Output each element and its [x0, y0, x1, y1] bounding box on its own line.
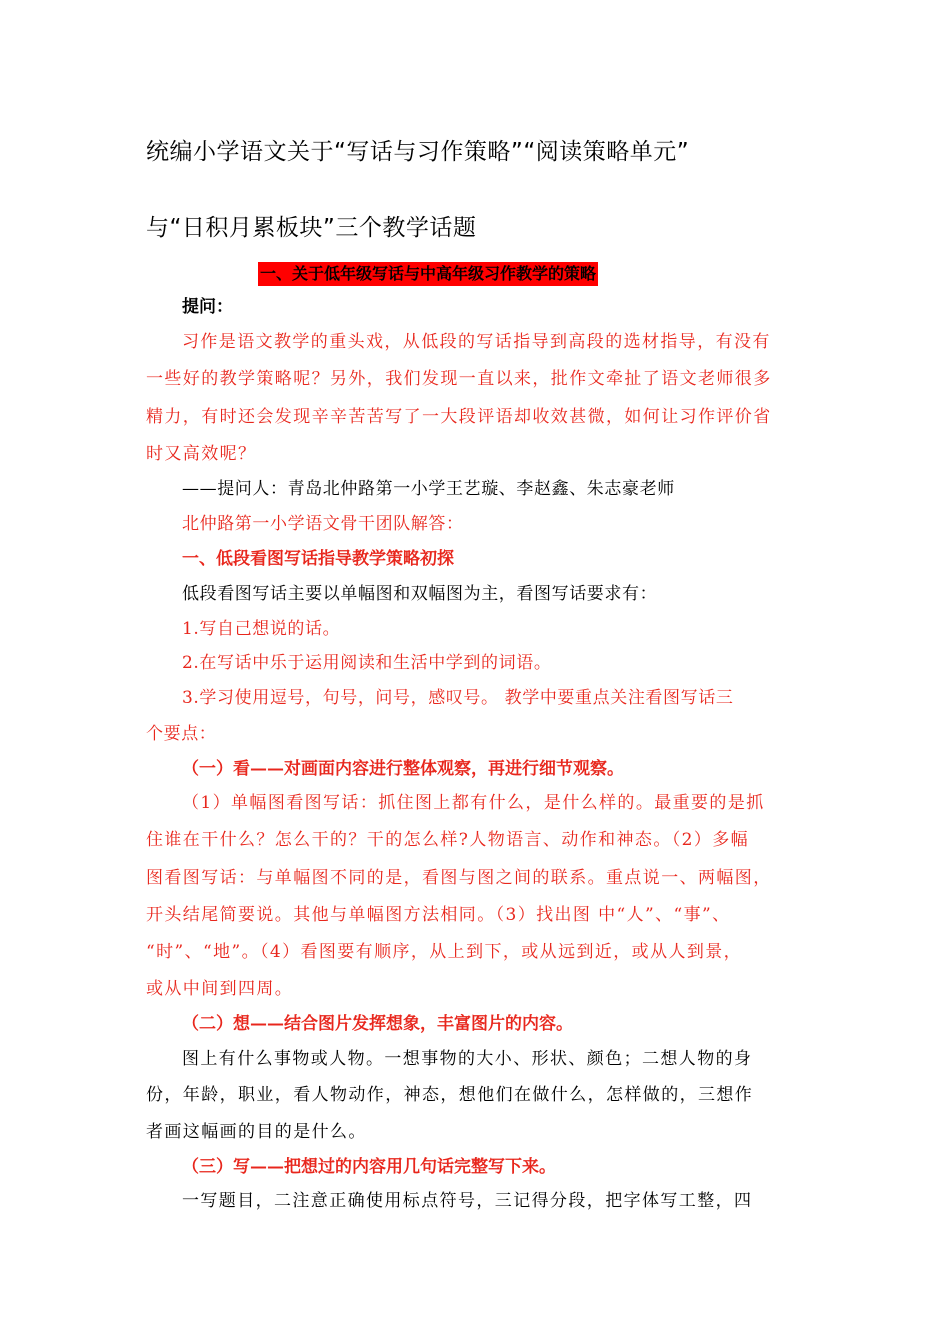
point-1-line-5: “时”、“地”。（4）看图要有顺序，从上到下，或从远到近，或从人到景，	[146, 942, 743, 962]
point-1-line-6: 或从中间到四周。	[146, 979, 294, 999]
requirement-1: 1.写自己想说的话。	[182, 619, 341, 639]
point-2-line-3: 者画这幅画的目的是什么。	[146, 1122, 367, 1142]
point-2-line-2: 份，年龄，职业，看人物动作，神态，想他们在做什么，怎样做的，三想作	[146, 1085, 754, 1105]
point-1-line-2: 住谁在干什么？怎么干的？干的怎么样?人物语言、动作和神态。（2）多幅	[146, 830, 750, 850]
requirement-3-line-2: 个要点：	[146, 724, 217, 744]
point-2-line-1: 图上有什么事物或人物。一想事物的大小、形状、颜色；二想人物的身	[182, 1049, 753, 1069]
question-line-1: 习作是语文教学的重头戏，从低段的写话指导到高段的选材指导，有没有	[182, 332, 771, 352]
question-label: 提问：	[182, 297, 233, 317]
requirement-3-line-1: 3.学习使用逗号，句号，问号，感叹号。 教学中要重点关注看图写话三	[182, 688, 734, 708]
document-title-line-1: 统编小学语文关于“写话与习作策略”“阅读策略单元”	[146, 139, 690, 165]
answer-team-line: 北仲路第一小学语文骨干团队解答：	[182, 514, 464, 534]
intro-line: 低段看图写话主要以单幅图和双幅图为主，看图写话要求有：	[182, 584, 658, 604]
document-title-line-2: 与“日积月累板块”三个教学话题	[146, 215, 477, 241]
section-banner: 一、关于低年级写话与中高年级习作教学的策略	[258, 262, 598, 286]
point-1-heading: （一）看——对画面内容进行整体观察，再进行细节观察。	[182, 759, 624, 779]
point-2-heading: （二）想——结合图片发挥想象，丰富图片的内容。	[182, 1014, 573, 1034]
question-line-4: 时又高效呢？	[146, 444, 257, 464]
asker-line: ——提问人：青岛北仲路第一小学王艺璇、李赵鑫、朱志豪老师	[182, 479, 675, 499]
point-1-line-4: 开头结尾简要说。其他与单幅图方法相同。（3）找出图 中“人”、“事”、	[146, 905, 731, 925]
point-1-line-1: （1）单幅图看图写话：抓住图上都有什么，是什么样的。最重要的是抓	[182, 793, 765, 813]
point-3-heading: （三）写——把想过的内容用几句话完整写下来。	[182, 1157, 556, 1177]
point-1-line-3: 图看图写话：与单幅图不同的是，看图与图之间的联系。重点说一、两幅图，	[146, 868, 772, 888]
requirement-2: 2.在写话中乐于运用阅读和生活中学到的词语。	[182, 653, 552, 673]
question-line-2: 一些好的教学策略呢？另外，我们发现一直以来，批作文牵扯了语文老师很多	[146, 369, 772, 389]
heading-1: 一、低段看图写话指导教学策略初探	[182, 549, 454, 569]
question-line-3: 精力，有时还会发现辛辛苦苦写了一大段评语却收效甚微，如何让习作评价省	[146, 407, 772, 427]
point-3-line-1: 一写题目，二注意正确使用标点符号，三记得分段，把字体写工整，四	[182, 1191, 753, 1211]
